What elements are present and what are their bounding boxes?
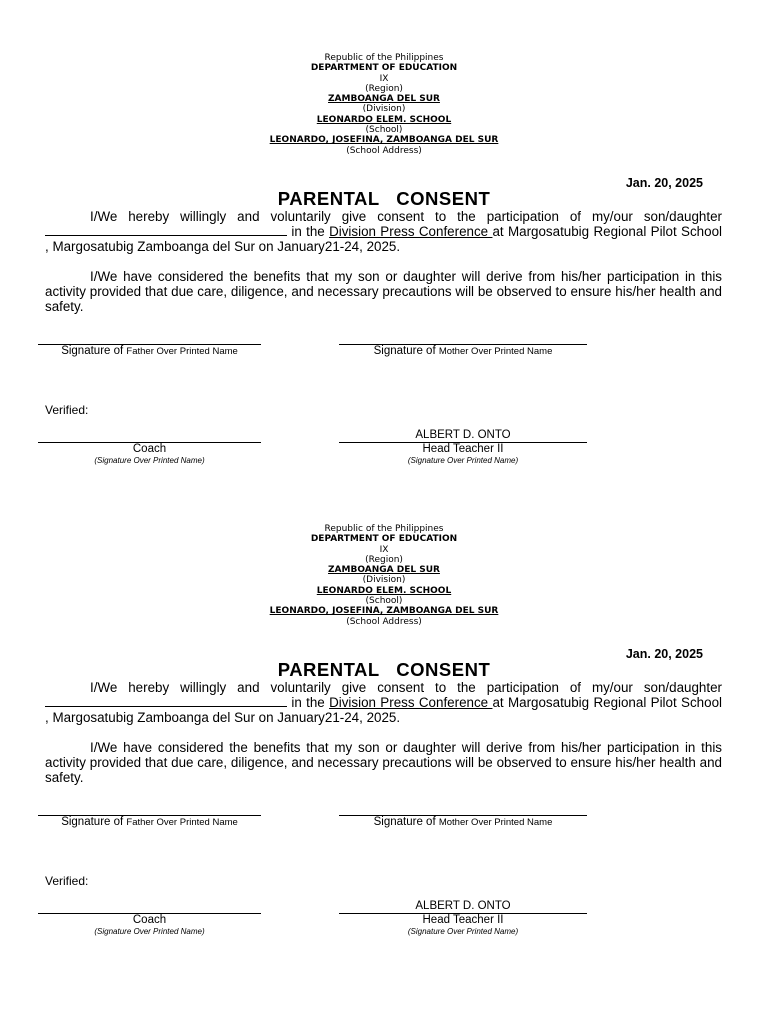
date: Jan. 20, 2025 <box>625 176 703 190</box>
document-title: PARENTAL CONSENT <box>277 188 491 209</box>
child-name-blank[interactable] <box>45 224 287 236</box>
consent-form-2 <box>0 471 768 941</box>
region-text: IX <box>379 73 389 84</box>
in-the-text: in the <box>287 695 330 710</box>
benefits-paragraph <box>45 740 722 785</box>
verified-label: Verified: <box>45 874 89 888</box>
school-label: (School) <box>365 125 403 136</box>
paragraph-start: I/We hereby willingly and voluntarily give consent to the participation of my/our son/daughter <box>90 209 722 224</box>
head-teacher-role: Head Teacher II <box>422 443 504 455</box>
republic-text: Republic of the Philippines <box>324 524 444 534</box>
letterhead <box>0 524 768 627</box>
head-teacher-name: ALBERT D. ONTO <box>415 429 511 441</box>
region-text: IX <box>379 544 389 555</box>
event-name: Division Press Conference <box>329 224 493 239</box>
consent-paragraph <box>45 209 722 254</box>
benefits-text: I/We have considered the benefits that my son or daughter will derive from his/her participation in this activity provided that due care, diligence, and necessary precautions will be observed to ensure his/her health and safety. <box>45 740 722 785</box>
head-teacher-name: ALBERT D. ONTO <box>415 900 511 912</box>
consent-paragraph <box>45 680 722 725</box>
verified-label: Verified: <box>45 403 89 417</box>
coach-sub-label: (Signature Over Printed Name) <box>94 456 205 465</box>
school-text: LEONARDO ELEM. SCHOOL <box>316 585 452 596</box>
benefits-paragraph <box>45 269 722 314</box>
paragraph-rest: at Margosatubig Regional Pilot School , Margosatubig Zamboanga del Sur on January21-24, 2025. <box>45 695 722 725</box>
paragraph-start: I/We hereby willingly and voluntarily give consent to the participation of my/our son/daughter <box>90 680 722 695</box>
division-label: (Division) <box>362 104 406 115</box>
coach-sub-label: (Signature Over Printed Name) <box>94 927 205 936</box>
department-text: DEPARTMENT OF EDUCATION <box>310 534 458 545</box>
address-label: (School Address) <box>346 145 422 156</box>
school-label: (School) <box>365 596 403 607</box>
father-signature-label: Signature of Father Over Printed Name <box>61 816 238 828</box>
letterhead <box>0 53 768 156</box>
consent-form-1 <box>0 0 768 470</box>
coach-role: Coach <box>132 914 167 926</box>
address-text: LEONARDO, JOSEFINA, ZAMBOANGA DEL SUR <box>269 135 499 146</box>
father-signature-label: Signature of Father Over Printed Name <box>61 345 238 357</box>
region-label: (Region) <box>365 554 403 565</box>
republic-text: Republic of the Philippines <box>324 53 444 63</box>
date: Jan. 20, 2025 <box>625 647 703 661</box>
head-teacher-role: Head Teacher II <box>422 914 504 926</box>
school-text: LEONARDO ELEM. SCHOOL <box>316 114 452 125</box>
child-name-blank[interactable] <box>45 695 287 707</box>
mother-signature-label: Signature of Mother Over Printed Name <box>373 345 553 357</box>
address-label: (School Address) <box>346 616 422 627</box>
coach-role: Coach <box>132 443 167 455</box>
department-text: DEPARTMENT OF EDUCATION <box>310 63 458 74</box>
paragraph-rest: at Margosatubig Regional Pilot School , Margosatubig Zamboanga del Sur on January21-24, 2025. <box>45 224 722 254</box>
event-name: Division Press Conference <box>329 695 493 710</box>
address-text: LEONARDO, JOSEFINA, ZAMBOANGA DEL SUR <box>269 606 499 617</box>
head-teacher-sub-label: (Signature Over Printed Name) <box>407 456 519 465</box>
division-label: (Division) <box>362 575 406 586</box>
division-text: ZAMBOANGA DEL SUR <box>328 94 440 105</box>
head-teacher-sub-label: (Signature Over Printed Name) <box>407 927 519 936</box>
mother-signature-label: Signature of Mother Over Printed Name <box>373 816 553 828</box>
document-title: PARENTAL CONSENT <box>277 659 491 680</box>
benefits-text: I/We have considered the benefits that my son or daughter will derive from his/her participation in this activity provided that due care, diligence, and necessary precautions will be observed to ensure his/her health and safety. <box>45 269 722 314</box>
region-label: (Region) <box>365 83 403 94</box>
in-the-text: in the <box>287 224 330 239</box>
division-text: ZAMBOANGA DEL SUR <box>328 565 440 576</box>
